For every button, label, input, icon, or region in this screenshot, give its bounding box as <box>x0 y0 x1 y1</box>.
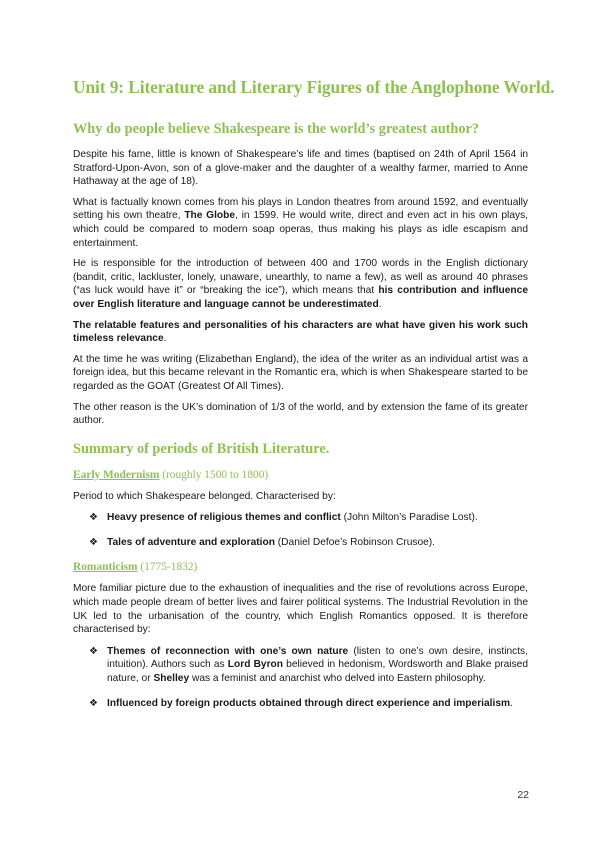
bold-run: Tales of adventure and exploration <box>107 536 275 548</box>
period-title: Early Modernism <box>73 468 160 481</box>
bullet-icon: ❖ <box>89 512 98 524</box>
paragraph-early-modernism-intro: Period to which Shakespeare belonged. Characterised by: <box>73 490 336 502</box>
paragraph-characters <box>73 319 528 346</box>
section-heading-periods: Summary of periods of British Literature. <box>73 440 330 457</box>
page-number: 22 <box>517 789 529 801</box>
period-range: (1775-1832) <box>137 561 198 574</box>
list-item <box>73 536 528 550</box>
text-run: What is factually known comes from his plays in London theatres from around 1592, and eventually setting his own theatre, <box>73 196 528 222</box>
text-run: was a feminist and anarchist who delved into Eastern philosophy. <box>189 673 486 685</box>
bold-run-byron: Lord Byron <box>227 659 283 671</box>
text-run: He is responsible for the introduction of between 400 and 1700 words in the English dictionary (bandit, critic, lackluster, lonely, unaware, unearthly, to name a few), as well as around 40 phrases (“as luck would have it” or “breaking the ice”), which means that <box>73 258 528 297</box>
bullet-icon: ❖ <box>89 697 98 709</box>
list-item <box>73 645 528 686</box>
period-title: Romanticism <box>73 561 138 574</box>
text-run: (listen to one’s own desire, instincts, intuition). Authors such as <box>107 645 528 671</box>
text-run: believed in hedonism, Wordsworth and Blake praised nature, or <box>107 659 529 685</box>
unit-title: Unit 9: Literature and Literary Figures of the Anglophone World. <box>73 77 555 97</box>
subheading-romanticism <box>73 560 528 574</box>
bold-run-shelley: Shelley <box>153 673 190 685</box>
text-run: . <box>163 333 167 345</box>
text-run: . <box>378 298 382 310</box>
paragraph-uk-domination: The other reason is the UK’s domination of 1/3 of the world, and by extension the fame of its greater author. <box>73 401 528 427</box>
list-early-modernism <box>73 511 528 549</box>
bold-run: Themes of reconnection with one’s own nature <box>107 645 349 657</box>
text-run: . <box>510 697 513 709</box>
list-item <box>73 511 528 525</box>
period-range: (roughly 1500 to 1800) <box>159 468 269 481</box>
list-item <box>73 697 528 711</box>
paragraph-globe <box>73 196 528 250</box>
subheading-early-modernism <box>73 468 528 482</box>
text-run: , in 1599. He would write, direct and even act in his own plays, which could be compared to modern soap operas, thus making his plays as idle escapism and entertainment. <box>73 210 528 249</box>
paragraph-romanticism-intro: More familiar picture due to the exhaustion of inequalities and the rise of revolutions across Europe, which made people dream of better lives and fairer political systems. The Industrial Revolution in the UK led to the urbanisation of the country, which English Romantics opposed. It is therefore characterised by: <box>73 583 528 636</box>
paragraph-romantic-era: At the time he was writing (Elizabethan England), the idea of the writer as an individual artist was a foreign idea, but this became relevant in the Romantic era, which is when Shakespeare started to be regarded as the GOAT (Greatest Of All Times). <box>73 353 528 392</box>
bold-run-contribution: his contribution and influence over English literature and language cannot be underestimated <box>73 285 528 310</box>
paragraph-words <box>73 257 528 311</box>
bullet-icon: ❖ <box>89 645 98 657</box>
list-romanticism <box>73 645 528 710</box>
text-run: (John Milton’s Paradise Lost). <box>340 512 478 524</box>
paragraph-biography: Despite his fame, little is known of Shakespeare’s life and times (baptised on 24th of April 1564 in Stratford-Upon-Avon, son of a glove-maker and the daughter of a wealthy farmer, married to Anne Hathaway at the age of 18). <box>73 149 528 188</box>
page-content <box>73 76 555 721</box>
section-heading-shakespeare: Why do people believe Shakespeare is the world’s greatest author? <box>73 121 479 137</box>
text-run: (Daniel Defoe’s Robinson Crusoe). <box>274 536 436 548</box>
bullet-icon: ❖ <box>89 536 98 548</box>
bold-run: Heavy presence of religious themes and conflict <box>107 512 341 524</box>
bold-run: Influenced by foreign products obtained through direct experience and imperialism <box>107 697 511 709</box>
bold-run-globe: The Globe <box>184 210 236 222</box>
bold-run-characters: The relatable features and personalities of his characters are what have given his work such timeless relevance <box>73 319 528 345</box>
